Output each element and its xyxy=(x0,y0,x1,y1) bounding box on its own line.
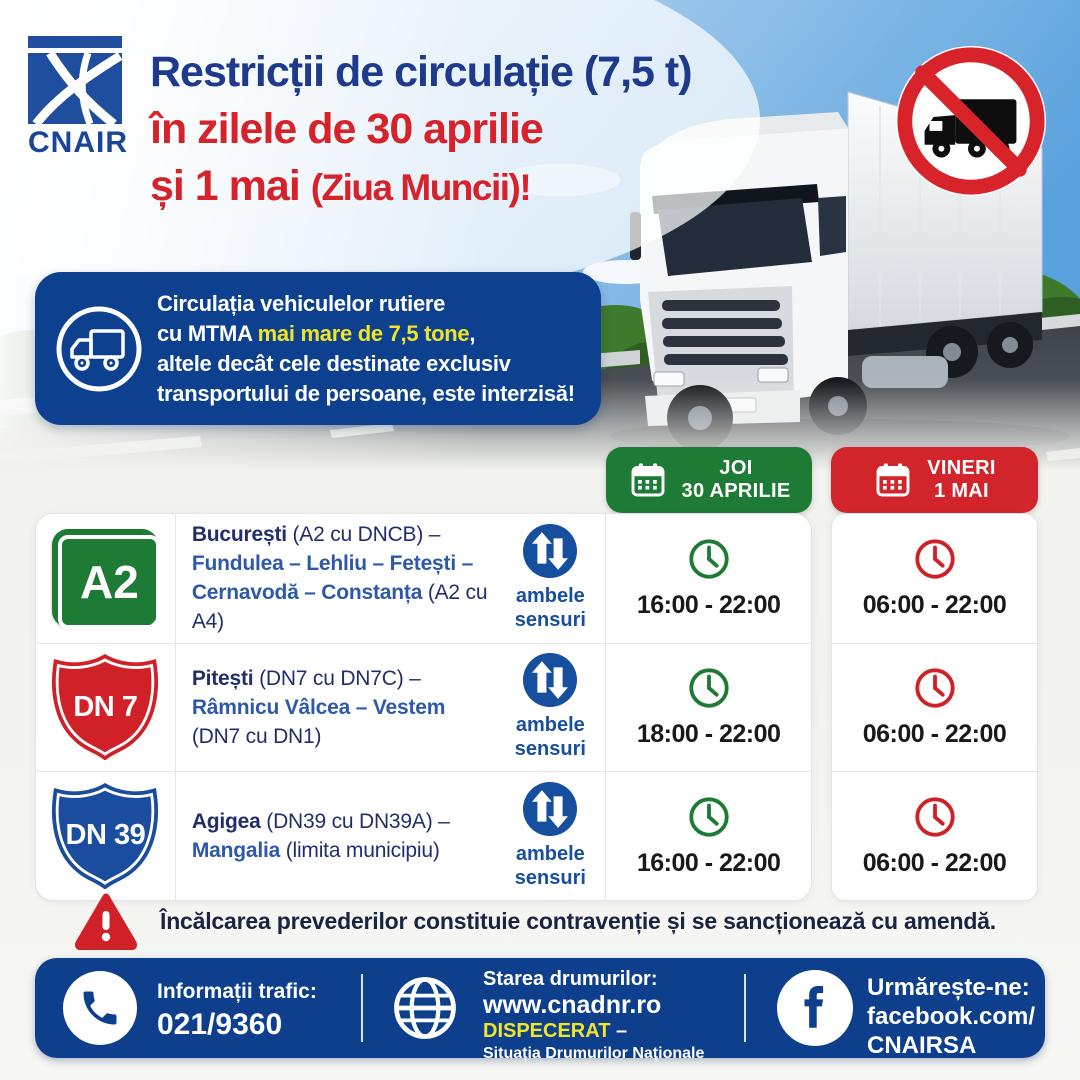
both-directions-icon xyxy=(523,782,577,836)
time-cell-thursday xyxy=(605,514,811,643)
logo-text: CNAIR xyxy=(28,126,128,159)
facebook-handle[interactable]: CNAIRSA xyxy=(867,1032,977,1059)
footer-divider xyxy=(744,974,746,1042)
restrictions-table xyxy=(35,513,812,901)
footer-bar xyxy=(35,958,1045,1062)
day-chip-friday xyxy=(831,447,1038,513)
footer-divider xyxy=(361,974,363,1042)
banner-highlight: mai mare de 7,5 tone xyxy=(257,320,470,346)
table-row xyxy=(36,771,811,900)
road-sign-label: DN 7 xyxy=(73,690,138,723)
dispatcher-line: DISPECERAT – xyxy=(483,1020,628,1042)
social-links xyxy=(867,973,1035,1060)
both-directions-icon xyxy=(523,524,577,578)
clock-icon xyxy=(912,794,958,840)
title-line-3 xyxy=(150,158,890,224)
day-chip-label xyxy=(927,457,995,503)
road-sign-dn39 xyxy=(36,772,176,900)
time-cell-thursday xyxy=(605,644,811,772)
direction-cell xyxy=(495,524,605,632)
truck-circle-icon xyxy=(53,303,145,395)
direction-label: ambele sensuri xyxy=(514,842,586,889)
day-chip-thursday xyxy=(606,447,812,513)
road-sign-label: DN 39 xyxy=(65,819,146,852)
direction-label: ambele sensuri xyxy=(514,714,586,761)
time-cell-friday xyxy=(832,772,1037,900)
road-status-label: Starea drumurilor: xyxy=(483,968,658,990)
banner-line-2: cu MTMA mai mare de 7,5 tone, xyxy=(157,320,476,346)
banner-line-1: Circulația vehiculelor rutiere xyxy=(157,290,446,316)
both-directions-icon xyxy=(523,653,577,707)
facebook-url[interactable]: facebook.com/ xyxy=(867,1003,1036,1030)
clock-icon xyxy=(912,665,958,711)
time-value: 06:00 - 22:00 xyxy=(862,720,1007,749)
phone-icon xyxy=(63,971,137,1045)
direction-label: ambele sensuri xyxy=(514,585,586,632)
cnair-logo-icon xyxy=(28,36,122,124)
route-description: București (A2 cu DNCB) – Fundulea – Lehliu – Fetești – Cernavodă – Constanța (A2 cu A4) xyxy=(191,523,488,634)
clock-icon xyxy=(686,536,732,582)
warning-icon xyxy=(74,890,138,950)
clock-icon xyxy=(912,536,958,582)
direction-cell xyxy=(495,782,605,890)
globe-icon xyxy=(387,970,463,1046)
direction-cell xyxy=(495,653,605,761)
day-chip-label xyxy=(682,457,791,503)
day-name: VINERI xyxy=(927,457,996,479)
day-date: 1 MAI xyxy=(934,480,989,502)
road-sign-a2 xyxy=(36,514,176,643)
road-sign-label: A2 xyxy=(58,535,160,629)
page-title xyxy=(150,44,890,224)
cnair-logo xyxy=(28,36,128,160)
calendar-icon xyxy=(873,460,913,500)
table-row xyxy=(36,643,811,772)
table-row xyxy=(832,514,1037,643)
dispatcher-label: DISPECERAT xyxy=(483,1020,611,1042)
banner-text xyxy=(157,289,575,409)
no-trucks-sign-icon xyxy=(892,42,1050,200)
day-date: 30 APRILIE xyxy=(681,480,791,502)
time-cell-friday xyxy=(832,514,1037,643)
time-cell-thursday xyxy=(605,772,811,900)
day-name: JOI xyxy=(719,457,753,479)
time-value: 16:00 - 22:00 xyxy=(636,848,781,877)
route-description: Agigea (DN39 cu DN39A) – Mangalia (limita municipiu) xyxy=(191,809,450,862)
road-status xyxy=(483,967,704,1064)
title-holiday-note: (Ziua Muncii)! xyxy=(310,167,531,208)
time-value: 18:00 - 22:00 xyxy=(636,720,781,749)
traffic-info-label: Informații trafic: xyxy=(157,980,317,1003)
table-row xyxy=(832,643,1037,772)
calendar-icon xyxy=(628,460,668,500)
banner-line-4: transportului de persoane, este interzisă! xyxy=(157,380,575,406)
phone-number[interactable]: 021/9360 xyxy=(157,1008,283,1041)
clock-icon xyxy=(686,794,732,840)
table-row xyxy=(36,514,811,643)
title-date: și 1 mai xyxy=(150,162,311,210)
warning-text: Încălcarea prevederilor constituie contravenție și se sancționează cu amendă. xyxy=(160,908,996,934)
clock-icon xyxy=(686,665,732,711)
title-line-1: Restricții de circulație (7,5 t) xyxy=(150,48,692,96)
road-sign-dn7 xyxy=(36,644,176,772)
follow-label: Urmărește-ne: xyxy=(867,974,1030,1001)
banner-line-3: altele decât cele destinate exclusiv xyxy=(157,350,511,376)
facebook-icon[interactable] xyxy=(777,970,853,1046)
time-value: 16:00 - 22:00 xyxy=(636,591,781,620)
dispatcher-subtitle: Situația Drumurilor Naționale xyxy=(483,1045,705,1062)
title-line-2: în zilele de 30 aprilie xyxy=(150,105,543,153)
time-cell-friday xyxy=(832,644,1037,772)
friday-times-column xyxy=(831,513,1038,901)
time-value: 06:00 - 22:00 xyxy=(862,591,1007,620)
time-value: 06:00 - 22:00 xyxy=(862,848,1007,877)
table-row xyxy=(832,771,1037,900)
restriction-banner xyxy=(35,272,601,425)
traffic-info xyxy=(157,980,317,1042)
website-url[interactable]: www.cnadnr.ro xyxy=(483,991,662,1019)
route-description: Pitești (DN7 cu DN7C) – Râmnicu Vâlcea – Vestem (DN7 cu DN1) xyxy=(191,666,446,748)
